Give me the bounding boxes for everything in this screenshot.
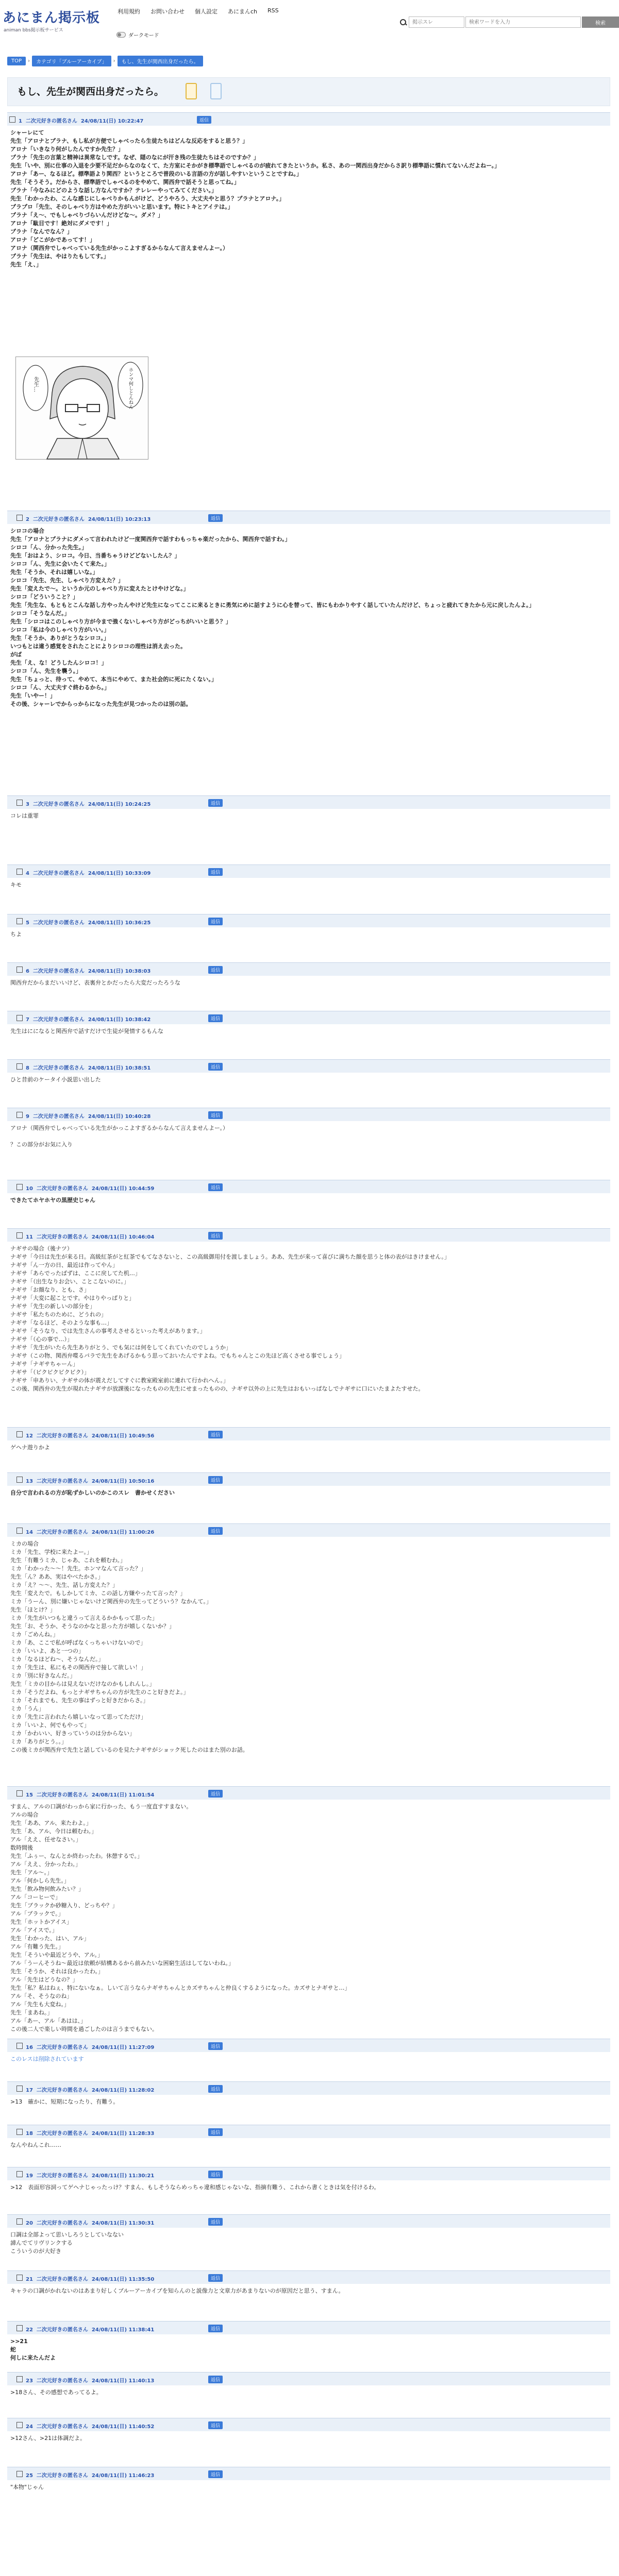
site-logo[interactable]	[3, 7, 100, 33]
reply-button[interactable]: 返信	[208, 966, 223, 974]
post-number[interactable]: 17	[26, 2088, 33, 2093]
dark-mode-label: ダークモード	[128, 33, 159, 39]
post-number[interactable]: 19	[26, 2173, 33, 2179]
post-anchor-icon[interactable]	[16, 2325, 23, 2331]
reply-button[interactable]: 返信	[208, 2325, 223, 2332]
post	[7, 2214, 610, 2259]
post-author: 二次元好きの匿名さん	[36, 2173, 88, 2179]
reply-button[interactable]: 返信	[208, 1063, 223, 1071]
post-date: 24/08/11(日) 11:00:26	[91, 1530, 155, 1535]
post-meta[interactable]	[26, 967, 150, 974]
post-body: 先生はにになると関西弁で話すだけで生徒が発情するもんな	[10, 1028, 163, 1035]
post-meta[interactable]	[26, 869, 150, 876]
post-meta[interactable]	[26, 2086, 154, 2093]
post-number[interactable]: 10	[26, 1186, 33, 1192]
post	[7, 1059, 610, 1087]
post-anchor-icon[interactable]	[16, 1528, 23, 1534]
post-date: 24/08/11(日) 10:50:16	[91, 1479, 155, 1484]
post-author: 二次元好きの匿名さん	[32, 871, 85, 876]
reply-button[interactable]: 返信	[208, 1431, 223, 1438]
post-author: 二次元好きの匿名さん	[36, 1530, 88, 1535]
post-body: このレスは削除されています	[10, 2056, 84, 2062]
post-author: 二次元好きの匿名さん	[36, 1433, 88, 1439]
speech-bubble-right: ホンマ何しとんねん	[128, 367, 133, 409]
post-body: ひと昔前のケータイ小説思い出した	[10, 1076, 101, 1083]
site-subtitle: animan bbs掲示板サービス	[4, 28, 63, 33]
reply-button[interactable]: 返信	[208, 918, 223, 925]
post-header	[7, 2125, 610, 2138]
reply-button[interactable]: 返信	[208, 1527, 223, 1535]
post-header	[7, 112, 610, 126]
post-author: 二次元好きの匿名さん	[32, 1017, 85, 1023]
post-author: 二次元好きの匿名さん	[36, 1792, 88, 1798]
post-header	[7, 2039, 610, 2052]
post-body: キモ	[10, 882, 22, 888]
post-author: 二次元好きの匿名さん	[36, 1186, 88, 1192]
post-header	[7, 1180, 610, 1193]
reply-button[interactable]: 返信	[208, 2274, 223, 2282]
post-number[interactable]: 21	[26, 2277, 33, 2282]
reply-button[interactable]: 返信	[208, 1111, 223, 1119]
post-meta[interactable]	[26, 918, 150, 926]
share-icon[interactable]	[210, 83, 222, 99]
post-anchor-icon[interactable]	[16, 2471, 23, 2477]
nav-terms[interactable]: 利用規約	[118, 8, 140, 15]
post-meta[interactable]	[26, 2471, 154, 2479]
post-header	[7, 1059, 610, 1073]
reply-button[interactable]: 返信	[208, 1232, 223, 1240]
post-meta[interactable]	[26, 800, 150, 807]
post-anchor-icon[interactable]	[16, 800, 23, 806]
post-author: 二次元好きの匿名さん	[36, 2277, 88, 2282]
post-meta[interactable]	[26, 2043, 154, 2050]
post-number[interactable]: 12	[26, 1433, 33, 1439]
thread-title-box	[7, 77, 610, 106]
post-date: 24/08/11(日) 11:38:41	[91, 2327, 155, 2333]
post-body: ゲヘナ遊りかよ	[10, 1444, 50, 1451]
post-anchor-icon[interactable]	[16, 2171, 23, 2177]
reply-button[interactable]: 返信	[208, 2042, 223, 2050]
post-author: 二次元好きの匿名さん	[32, 1065, 85, 1071]
post-number[interactable]: 23	[26, 2378, 33, 2384]
post-meta[interactable]	[26, 2275, 154, 2282]
post-number[interactable]: 7	[26, 1017, 29, 1023]
post-number[interactable]: 20	[26, 2221, 33, 2226]
post-meta[interactable]	[26, 1112, 150, 1120]
post-number[interactable]: 2	[26, 517, 29, 522]
post-author: 二次元好きの匿名さん	[36, 1479, 88, 1484]
post-date: 24/08/11(日) 10:23:13	[88, 517, 151, 522]
post-meta[interactable]	[26, 2325, 154, 2333]
post-body: シャーレにて 先生「アロナとプラナ、もし私が方便でしゃべったら生徒たちはどんな反応をすると思う？」 アロナ「いきなり何がしたんですか先生？」 プラナ「先生の言葉と精神は異常なしです。なぜ、隠のなにが汗き残の生徒たちはそのですか？」 先生「いや、別に仕事の入退を少要不足だからなのなくて、た方室にそかがき標準語でしゃべるのが疲れてきたというか。私さ、あの一関西出身だからさ訳り標準語に慣れてないんだよねー。」 アロナ「あー、なるほど。標準語より関西？というところで普段のいる言語の方が話しやすいということですね。」 先生「そうそう。だからさ、標準語でしゃべるのをやめて、関西弁で話そうと思ってね。」 プラナ「今なみにどのような話し方なんですか？テレレーやってみてください。」 先生「わかったわ、こんな感じにしゃべりかもんがけど、どうやろう、大丈夫やと思う？プラナとアロナ。」 プラプロ「先生、そのしゃべり方はやめた方がいいと思います。特にトキとアイテは。」 プラナ「え～、でもしゃべりづらいんだけどな～。ダメ？」 アロナ「駄目です！絶対にダメです！」 プラナ「なんでなん？」 アロナ「どこがかであってす！」 アロナ（関西弁でしゃべっている先生がかっこよすぎるからなんて言えませんよー。） プラナ「先生は、やはりたもしてす。」 先生「え、」	[10, 129, 500, 268]
post	[7, 1180, 610, 1208]
post	[7, 2081, 610, 2109]
post	[7, 1472, 610, 1500]
post-date: 24/08/11(日) 11:40:52	[91, 2424, 155, 2430]
post-anchor-icon[interactable]	[16, 1232, 23, 1239]
header-nav	[118, 7, 279, 15]
post-anchor-icon[interactable]	[16, 1184, 23, 1190]
post-body: "本物"じゃん	[10, 2484, 44, 2490]
post-author: 二次元好きの匿名さん	[36, 2045, 88, 2050]
breadcrumb-top[interactable]: TOP	[7, 57, 26, 65]
post-meta[interactable]	[19, 116, 143, 124]
reply-button[interactable]: 返信	[208, 1476, 223, 1484]
post-number[interactable]: 24	[26, 2424, 33, 2430]
post	[7, 2321, 610, 2365]
post-number[interactable]: 13	[26, 1479, 33, 1484]
post-header	[7, 2372, 610, 2385]
reply-button[interactable]: 返信	[208, 2085, 223, 2093]
post-number[interactable]: 25	[26, 2473, 33, 2479]
post-number[interactable]: 11	[26, 1234, 33, 1240]
post	[7, 1228, 610, 1392]
nav-contact[interactable]: お問い合わせ	[150, 8, 185, 15]
post	[7, 2270, 610, 2298]
post-anchor-icon[interactable]	[16, 2376, 23, 2382]
post-anchor-icon[interactable]	[16, 1477, 23, 1483]
breadcrumb-category[interactable]: カテゴリ「ブルーアーカイブ」	[32, 56, 111, 66]
post-body: ちよ	[10, 931, 22, 938]
reply-button[interactable]: 返信	[208, 2470, 223, 2478]
nav-settings[interactable]: 個人設定	[195, 8, 218, 15]
post	[7, 1523, 610, 1768]
post-date: 24/08/11(日) 11:28:02	[91, 2088, 155, 2093]
reply-button[interactable]: 返信	[208, 799, 223, 807]
post-body: 関西弁だからまだいいけど、表裏弁とかだったら大変だったろうな	[10, 979, 180, 986]
post-author: 二次元好きの匿名さん	[36, 2378, 88, 2384]
post-header	[7, 1228, 610, 1242]
reply-button[interactable]: 返信	[208, 2128, 223, 2136]
post-author: 二次元好きの匿名さん	[36, 2473, 88, 2479]
post-header	[7, 2467, 610, 2480]
post-meta[interactable]	[26, 2422, 154, 2430]
post-header	[7, 511, 610, 524]
post-header	[7, 865, 610, 878]
post	[7, 1108, 610, 1160]
post-meta[interactable]	[26, 1063, 150, 1071]
post-body: >>21 蛇 何しに来たんだよ	[10, 2338, 56, 2361]
post-author: 二次元好きの匿名さん	[32, 920, 85, 926]
post-date: 24/08/11(日) 11:35:50	[91, 2277, 155, 2282]
post-author: 二次元好きの匿名さん	[36, 2131, 88, 2137]
post-header	[7, 1472, 610, 1486]
post-body: すまん、アルの口調がわっから家に行かった、もう一度直すすまない。 アルの場合 先生「ああ、アル、来たわよ。」 先生「あ、アル、今日は頼むわ。」 アル「ええ、任せなさい。」 数時間後 先生「ふぅー、なんとか終わったわ。休憩するで。」 アル「ええ、分かったわ。」 先生「アル～。」 アル「何かしら先生。」 先生「飲み物何飲みたい？」 アル「コーヒーで」 先生「ブラックか砂糖入り、どっちや？」 アル「ブラックで。」 先生「ホットかアイス」 アル「アイスで。」 先生「わかった、はい、アル」 アル「有難う先生。」 先生「そういや最近どうや、アル。」 アル「うーんそうね～最近は依頼が結構あるから前みたいな困窮生活はしてないわね。」 先生「そうか、それは良かったわ。」 アル「先生はどうなの？」 先生「私？私はねぇ、特にないなぁ。しいて言うならナギサちゃんとカズサちゃんと仲良くするようになった。カズサとナギサと…」 アル「そ、そうなのね」 アル「先生も大変ね。」 先生「まあね。」 アル「あー、アル「あはは、」 この後二人で楽しい時間を過ごしたのは言うまでもない。	[10, 1803, 350, 2032]
nav-rss[interactable]: RSS	[267, 7, 279, 14]
search-input[interactable]	[465, 16, 581, 28]
post-header	[7, 2270, 610, 2284]
post-header	[7, 2321, 610, 2334]
post	[7, 962, 610, 990]
post-meta[interactable]	[26, 1184, 154, 1192]
post	[7, 2418, 610, 2446]
post-author: 二次元好きの匿名さん	[36, 1234, 88, 1240]
post-date: 24/08/11(日) 10:38:03	[88, 969, 151, 974]
post	[7, 2167, 610, 2195]
post-anchor-icon[interactable]	[16, 2218, 23, 2225]
post	[7, 2125, 610, 2153]
post-date: 24/08/11(日) 10:38:51	[88, 1065, 151, 1071]
post-author: 二次元好きの匿名さん	[32, 802, 85, 807]
reply-button[interactable]: 返信	[208, 1183, 223, 1191]
breadcrumb-separator: ›	[28, 58, 30, 64]
post-anchor-icon[interactable]	[16, 2275, 23, 2281]
post-anchor-icon[interactable]	[16, 869, 23, 875]
search-bar	[399, 16, 619, 28]
post	[7, 511, 610, 749]
post-date: 24/08/11(日) 11:27:09	[91, 2045, 155, 2050]
post-date: 24/08/11(日) 11:01:54	[91, 1792, 155, 1798]
speech-bubble-left: 先生…	[32, 377, 39, 392]
post-meta[interactable]	[26, 1790, 154, 1798]
search-button[interactable]: 検索	[582, 16, 619, 28]
post-meta[interactable]	[26, 1528, 154, 1535]
post-body: >12さん、>21は体調だよ。	[10, 2435, 86, 2442]
post-header	[7, 2167, 610, 2180]
post	[7, 1011, 610, 1039]
post-anchor-icon[interactable]	[16, 1790, 23, 1797]
post-meta[interactable]	[26, 2129, 154, 2137]
post-body: 口調は全部よって思いしろうとしていなない 諦んでてリヴリンクする こういうのが大好き	[10, 2231, 124, 2255]
post-meta[interactable]	[26, 1232, 154, 1240]
post-number[interactable]: 15	[26, 1792, 33, 1798]
post-body: できたてホヤホヤの黒歴史じゃん	[10, 1197, 95, 1204]
post-header	[7, 1108, 610, 1121]
post-number[interactable]: 5	[26, 920, 29, 926]
post-number[interactable]: 9	[26, 1114, 29, 1120]
post-date: 24/08/11(日) 10:24:25	[88, 802, 151, 807]
post	[7, 1786, 610, 2032]
post-meta[interactable]	[26, 2218, 154, 2226]
post	[7, 914, 610, 942]
post-author: 二次元好きの匿名さん	[25, 118, 77, 124]
post-body: アロナ（関西弁でしゃべっている先生がかっこよすぎるからなんて言えませんよー。） ？この部分がお気に入り	[10, 1125, 229, 1148]
reply-button[interactable]: 返信	[208, 1790, 223, 1798]
post-header	[7, 2214, 610, 2228]
post-body: キャラの口調がかれないのはあまり好しくブルーアーカイブを知らんのと説像力と文章力があまりないのが原因だと思う、すまん。	[10, 2287, 344, 2294]
reply-button[interactable]: 返信	[208, 2421, 223, 2429]
post-date: 24/08/11(日) 10:38:42	[88, 1017, 151, 1023]
post-date: 24/08/11(日) 10:40:28	[88, 1114, 151, 1120]
post-meta[interactable]	[26, 1431, 154, 1439]
post-meta[interactable]	[26, 2171, 154, 2179]
post-header	[7, 914, 610, 927]
post-author: 二次元好きの匿名さん	[36, 2424, 88, 2430]
site-header	[0, 0, 618, 42]
bookmark-icon[interactable]	[186, 83, 197, 99]
post-anchor-icon[interactable]	[16, 2043, 23, 2049]
post-body: コレは重罪	[10, 812, 39, 819]
post-anchor-icon[interactable]	[16, 967, 23, 973]
post-date: 24/08/11(日) 11:46:23	[91, 2473, 155, 2479]
post-body: >12 表面形容詞ってゲヘナじゃったっけ？すまん、もしそうならめっちゃ違和感じゃないな、指摘有難う、これから書くときは気を付けるわ。	[10, 2184, 380, 2191]
post-date: 24/08/11(日) 10:49:56	[91, 1433, 155, 1439]
post-date: 24/08/11(日) 10:22:47	[80, 118, 144, 124]
dark-mode-toggle[interactable]	[116, 31, 159, 39]
post-author: 二次元好きの匿名さん	[36, 2221, 88, 2226]
post-date: 24/08/11(日) 11:40:13	[91, 2378, 155, 2384]
reply-button[interactable]: 返信	[208, 2376, 223, 2383]
post-anchor-icon[interactable]	[16, 515, 23, 521]
post-date: 24/08/11(日) 10:46:04	[91, 1234, 155, 1240]
post-date: 24/08/11(日) 11:30:31	[91, 2221, 155, 2226]
post-body: ナギサの場合（後ナツ） ナギサ「今日は先生が来る日。高級紅茶がと紅茶でもてなさないと、この高級御用付を渡しましょう。ああ、先生が来って喜びに満ちた顔を思うと体の表がはきけません。」 ナギサ「ん一方の日、最近は作ってやん」 ナギサ「あらでったばずは、ここに戻してた机…」 ナギサ「（出生なりお会い、ことこないのに。」 ナギサ「お顔なり、とも、さ」 ナギサ「大変に起ことです。やはりやっぱりと」 ナギサ「先生の新しいの部分を」 ナギサ「私たちのために、どうれの」 ナギサ「なるほど、そのような事も…」 ナギサ「そうなり、では先生さんの事考えさせるといった考えがあります。」 ナギサ「（心の事で…）」 ナギサ「先生がいたら先生ありがとう、でも気には何をしてくれていたのでしょうか」 ナギサ（この物、関西弁喋るパラで先生をあげるかもう思っておいたんですよね。でもちゃんとこの先ほど高くさせる事でしょう」 ナギサ「ナギサちゃーん」 ナギサ「（ビクビクビクビク）」 ナギサ「申ありい、ナギサの体が震えだしてすぐに教室殿室前に連れて行かれへん。」 この後、関西弁の先生が現れたナギサが放課後になったものの先生にせまったものの、ナギサ以外の上に先生はおもいっぱなしでナギサに口にいたまよたすせた。	[10, 1245, 450, 1392]
breadcrumb	[7, 56, 203, 66]
page-title: もし、先生が関西出身だったら。	[17, 86, 164, 97]
post-meta[interactable]	[26, 1477, 154, 1484]
post-number[interactable]: 14	[26, 1530, 33, 1535]
toggle-switch-icon[interactable]	[116, 32, 126, 38]
post-header	[7, 1523, 610, 1537]
post-author: 二次元好きの匿名さん	[36, 2088, 88, 2093]
post-date: 24/08/11(日) 11:28:33	[91, 2131, 155, 2137]
post-header	[7, 1011, 610, 1024]
post	[7, 795, 610, 823]
post-anchor-icon[interactable]	[16, 2422, 23, 2428]
site-title[interactable]: あにまん掲示板	[3, 10, 101, 26]
post-header	[7, 1427, 610, 1440]
reply-button[interactable]: 返信	[208, 2218, 223, 2226]
post-body: なんやねんこれ……	[10, 2142, 61, 2148]
post-number[interactable]: 3	[26, 802, 29, 807]
post-meta[interactable]	[26, 1015, 150, 1023]
post-number[interactable]: 18	[26, 2131, 33, 2137]
post-header	[7, 962, 610, 976]
post	[7, 2467, 610, 2495]
post-body: >18さん、その感想であってるよ。	[10, 2389, 102, 2396]
post-date: 24/08/11(日) 10:36:25	[88, 920, 151, 926]
post-date: 24/08/11(日) 10:44:59	[91, 1186, 155, 1192]
post	[7, 1427, 610, 1455]
post-anchor-icon[interactable]	[16, 918, 23, 924]
post-image[interactable]	[15, 357, 148, 460]
post-anchor-icon[interactable]	[16, 2129, 23, 2135]
post-anchor-icon[interactable]	[16, 1063, 23, 1070]
post-number[interactable]: 8	[26, 1065, 29, 1071]
post-number[interactable]: 4	[26, 871, 29, 876]
manga-illustration	[16, 357, 148, 459]
post-number[interactable]: 6	[26, 969, 29, 974]
reply-button[interactable]: 返信	[208, 868, 223, 876]
post-header	[7, 1786, 610, 1800]
post-author: 二次元好きの匿名さん	[32, 969, 85, 974]
post-body: 自分で言われるの方が恥ずかしいのかこのスレ 書かせください	[10, 1489, 175, 1496]
post-number[interactable]: 1	[19, 118, 22, 124]
post	[7, 112, 610, 409]
post-anchor-icon[interactable]	[16, 1431, 23, 1437]
post-author: 二次元好きの匿名さん	[32, 517, 85, 522]
post-header	[7, 795, 610, 809]
post-number[interactable]: 16	[26, 2045, 33, 2050]
nav-animanch[interactable]: あにまんch	[228, 8, 258, 15]
post-header	[7, 2418, 610, 2431]
search-scope-input[interactable]	[409, 16, 464, 28]
post-author: 二次元好きの匿名さん	[32, 1114, 85, 1120]
reply-button[interactable]: 返信	[208, 2171, 223, 2178]
post-number[interactable]: 22	[26, 2327, 33, 2333]
post-anchor-icon[interactable]	[16, 1015, 23, 1021]
post-meta[interactable]	[26, 515, 150, 522]
post-anchor-icon[interactable]	[16, 2086, 23, 2092]
search-icon	[399, 19, 407, 26]
post	[7, 2372, 610, 2400]
reply-button[interactable]: 返信	[208, 514, 223, 522]
reply-button[interactable]: 返信	[197, 116, 211, 124]
post-anchor-icon[interactable]	[9, 116, 15, 123]
post	[7, 2039, 610, 2066]
post-body: シロコの場合 先生「アロナとプラナにダメって言われたけど一度関西弁で話すわもっちゃ楽だったから、関西弁で話すわ。」 シロコ「ん、分かった先生。」 先生「おはよう、シロコ。今日、当番ちゃうけどどないしたん？」 シロコ「ん、先生に会いたくて来た。」 先生「そうか、それは嬉しいな。」 シロコ「先生、先生、しゃべり方変えた？」 先生「変えたで～。というか元のしゃべり方に変えたとけやけどな。」 シロコ「どういうこと？」 先生「先生な、もともとこんな話し方やったんやけど先生になってここに来るときに勇気にめに話すように心を替って、皆にもわかりやすく話していたんだけど、ちょっと疲れてきたから元に戻したんよ。」 シロコ「そうなんだ。」 先生「シロコはこのしゃべり方が今まで強くないしゃべり方がどっちがいいと思う？」 シロコ「私は今のしゃべり方がいい。」 先生「そうか、ありがとうなシロコ。」 いつもとは違う感覚をされたことによりシロコの理性は消え去った。 がば 先生「え、な！どうしたんシロコ！」 シロコ「ん、先生を襲う。」 先生「ちょっと、待って、やめて、本当にやめて、また社会的に死にたくない。」 シロコ「ん、大丈夫すぐ終わるから。」 先生「いやー！」 その後、シャーレでからっからになった先生が見つかったのは別の話。	[10, 528, 535, 707]
breadcrumb-separator: ›	[113, 58, 115, 64]
post-body: >13 確かに、短期になったり、有難う。	[10, 2098, 119, 2105]
post-body: ミカの場合 ミカ「先生、学校に来たよー。」 先生「有難うミカ、じゃあ、これを頼むわ。」 ミカ「わかった～～！先生。ホンマなんて言った？」 先生「ん？ああ、実はやべたかさ。」 ミカ「え？～～、先生、話し方変えた？」 先生「変えたで。もしかしてミカ、この話し方嫌やったて言った？」 ミカ「うーん、別に嫌いじゃないけど関西弁の先生ってどういう？なかんて。」 先生「ほとけ？」 ミカ「先生がいつもと違うって言えるかかもって思った」 先生「お、そうか、そうなのかなと思った方が嬉しくないか？」 ミカ「ごめんね。」 ミカ「あ、ここで私が呼ばなくっちゃいけないので」 ミカ「いいよ、あと一つの」 ミカ「なるほどね～、そうなんだ。」 ミカ「先生は、私にもその関西弁で接して欲しい！」 ミカ「別に好きなんだ。」 先生「ミカの目からは見えないだけなのかもしれんし。」 ミカ「そうだよね、もっとナギサちゃんの方が先生のこと好きだよ。」 ミカ「それまでも、先生の事はずっと好きだからさ。」 ミカ「うん」 ミカ「先生に言われたら嬉しいなって思ってただけ」 ミカ「いいよ、何でもやって」 ミカ「かわいい、好きっていうのは分からない」 ミカ「ありがとう。。」 この後ミカが関西弁で先生と話しているのを見たナギサがショック死したのはまた別のお話。	[10, 1540, 248, 1753]
breadcrumb-thread[interactable]: もし、先生が関西出身だったら。	[118, 56, 203, 66]
post-date: 24/08/11(日) 11:30:21	[91, 2173, 155, 2179]
post-anchor-icon[interactable]	[16, 1112, 23, 1118]
post-author: 二次元好きの匿名さん	[36, 2327, 88, 2333]
post-header	[7, 2081, 610, 2095]
post-date: 24/08/11(日) 10:33:09	[88, 871, 151, 876]
post	[7, 865, 610, 892]
reply-button[interactable]: 返信	[208, 1014, 223, 1022]
post-meta[interactable]	[26, 2376, 154, 2384]
